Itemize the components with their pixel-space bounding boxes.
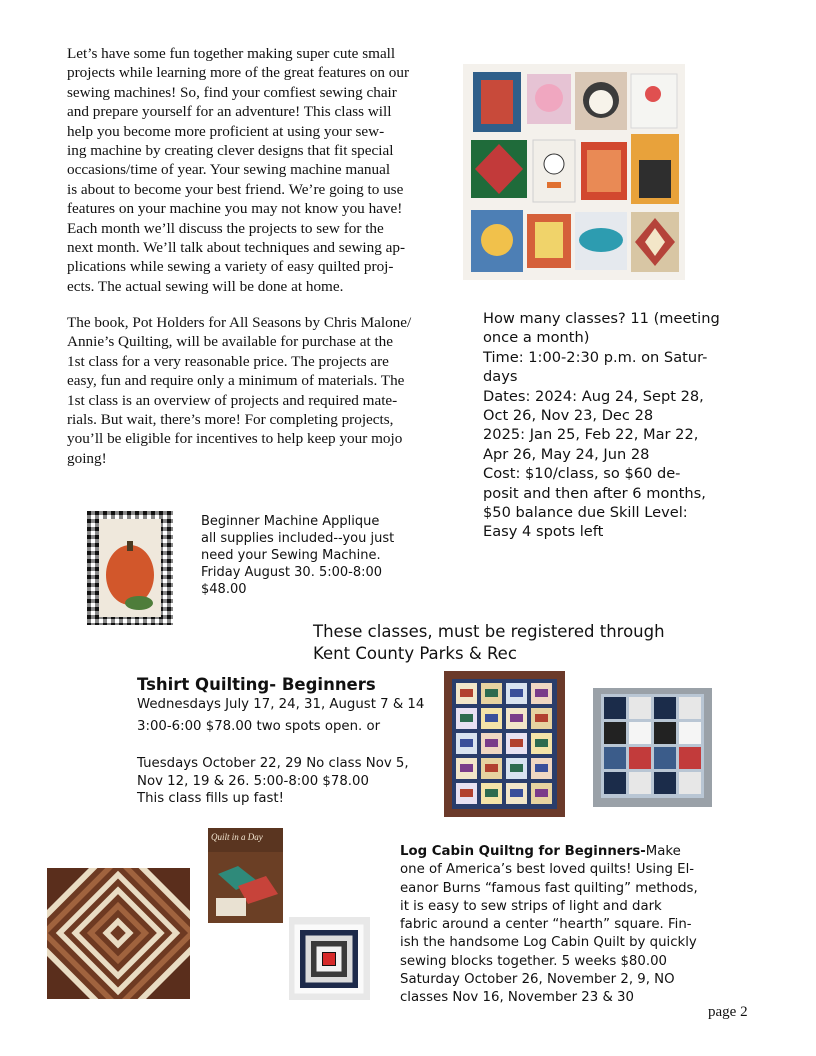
class-info-line: posit and then after 6 months,	[483, 484, 706, 502]
log-cabin-line: ish the handsome Log Cabin Quilt by quickly	[400, 935, 697, 951]
registration-notice	[313, 621, 713, 665]
tshirt-line: This class fills up fast!	[137, 791, 284, 806]
book-line: 1st class is an overview of projects and required mate-	[67, 391, 398, 409]
book-line: Annie’s Quilting, will be available for purchase at the	[67, 333, 394, 351]
log-cabin-line: Saturday October 26, November 2, 9, NO	[400, 972, 675, 988]
log-cabin-first-line: Make	[645, 844, 681, 859]
tshirt-quilt-photo-2	[593, 688, 712, 807]
pumpkin-applique-photo	[87, 511, 173, 625]
register-line: Kent County Parks & Rec	[313, 644, 517, 663]
intro-line: projects while learning more of the great features on our	[67, 64, 410, 82]
log-cabin-line: sewing blocks together. 5 weeks $80.00	[400, 953, 668, 969]
class-info-line: Easy 4 spots left	[483, 523, 604, 541]
intro-line: occasions/time of year. Your sewing machine manual	[67, 161, 391, 179]
book-line: going!	[67, 449, 107, 467]
register-line: These classes, must be registered through	[313, 622, 665, 641]
page-number: page 2	[708, 1004, 748, 1020]
book-paragraph	[67, 313, 437, 468]
class-info-line: days	[483, 368, 518, 386]
book-cover-title: Quilt in a Day	[211, 832, 263, 842]
book-line: 1st class for a very reasonable price. The projects are	[67, 352, 389, 370]
quilt-in-a-day-book-cover	[208, 828, 283, 923]
applique-line: Beginner Machine Applique	[201, 514, 380, 529]
intro-line: Each month we’ll discuss the projects to sew for the	[67, 219, 384, 237]
tshirt-quilt-photo-1	[444, 671, 565, 817]
class-info-line: Dates: 2024: Aug 24, Sept 28,	[483, 387, 704, 405]
class-info-line: Apr 26, May 24, Jun 28	[483, 445, 650, 463]
class-info-line: once a month)	[483, 329, 590, 347]
book-line: rials. But wait, there’s more! For completing projects,	[67, 411, 394, 429]
intro-line: is about to become your best friend. We’re going to use	[67, 180, 404, 198]
applique-line: need your Sewing Machine.	[201, 548, 381, 563]
book-line: easy, fun and require only a minimum of materials. The	[67, 372, 405, 390]
tshirt-quilting-title: Tshirt Quilting- Beginners	[137, 675, 376, 694]
intro-line: ects. The actual sewing will be done at home.	[67, 277, 344, 295]
book-line: you’ll be eligible for incentives to help keep your mojo	[67, 430, 403, 448]
class-info-line: 2025: Jan 25, Feb 22, Mar 22,	[483, 426, 699, 444]
intro-line: help you become more proficient at using your sew-	[67, 122, 385, 140]
applique-class-info	[201, 513, 421, 598]
class-info	[483, 309, 733, 542]
log-cabin-block-photo	[289, 917, 370, 1000]
intro-line: ing machine by creating clever designs that fit special	[67, 142, 394, 160]
log-cabin-line: eanor Burns “famous fast quilting” methods,	[400, 880, 698, 896]
tshirt-line: Wednesdays July 17, 24, 31, August 7 & 14	[137, 697, 425, 712]
class-info-line: How many classes? 11 (meeting	[483, 310, 720, 327]
book-line: The book, Pot Holders for All Seasons by Chris Malone/	[67, 314, 412, 331]
class-info-line: Oct 26, Nov 23, Dec 28	[483, 407, 654, 425]
intro-line: Let’s have some fun together making super cute small	[67, 45, 396, 62]
intro-line: next month. We’ll talk about techniques and sewing ap-	[67, 239, 406, 257]
intro-line: and prepare yourself for an adventure! This class will	[67, 103, 392, 121]
applique-line: $48.00	[201, 582, 247, 597]
applique-line: all supplies included--you just	[201, 531, 395, 546]
intro-paragraph	[67, 44, 437, 296]
intro-line: sewing machines! So, find your comfiest sewing chair	[67, 83, 397, 101]
tshirt-quilting-details	[137, 696, 424, 808]
log-cabin-line: fabric around a center “hearth” square. Fin-	[400, 917, 692, 933]
class-info-line: $50 balance due Skill Level:	[483, 504, 688, 522]
class-info-line: Time: 1:00-2:30 p.m. on Satur-	[483, 348, 708, 366]
log-cabin-quilt-photo	[47, 868, 190, 999]
log-cabin-line: it is easy to sew strips of light and dark	[400, 898, 662, 914]
intro-line: features on your machine you may not know you have!	[67, 200, 403, 218]
applique-line: Friday August 30. 5:00-8:00	[201, 565, 383, 580]
log-cabin-class-info	[400, 843, 710, 1008]
tshirt-line: 3:00-6:00 $78.00 two spots open. or	[137, 718, 381, 734]
potholder-collage-photo	[463, 64, 685, 280]
log-cabin-line: one of America’s best loved quilts! Using El-	[400, 862, 695, 878]
log-cabin-title: Log Cabin Quiltng for Beginners-	[400, 844, 646, 859]
tshirt-line: Nov 12, 19 & 26. 5:00-8:00 $78.00	[137, 773, 369, 789]
log-cabin-line: classes Nov 16, November 23 & 30	[400, 990, 634, 1006]
class-info-line: Cost: $10/class, so $60 de-	[483, 465, 681, 483]
intro-line: plications while sewing a variety of easy quilted proj-	[67, 258, 394, 276]
tshirt-line: Tuesdays October 22, 29 No class Nov 5,	[137, 756, 409, 771]
